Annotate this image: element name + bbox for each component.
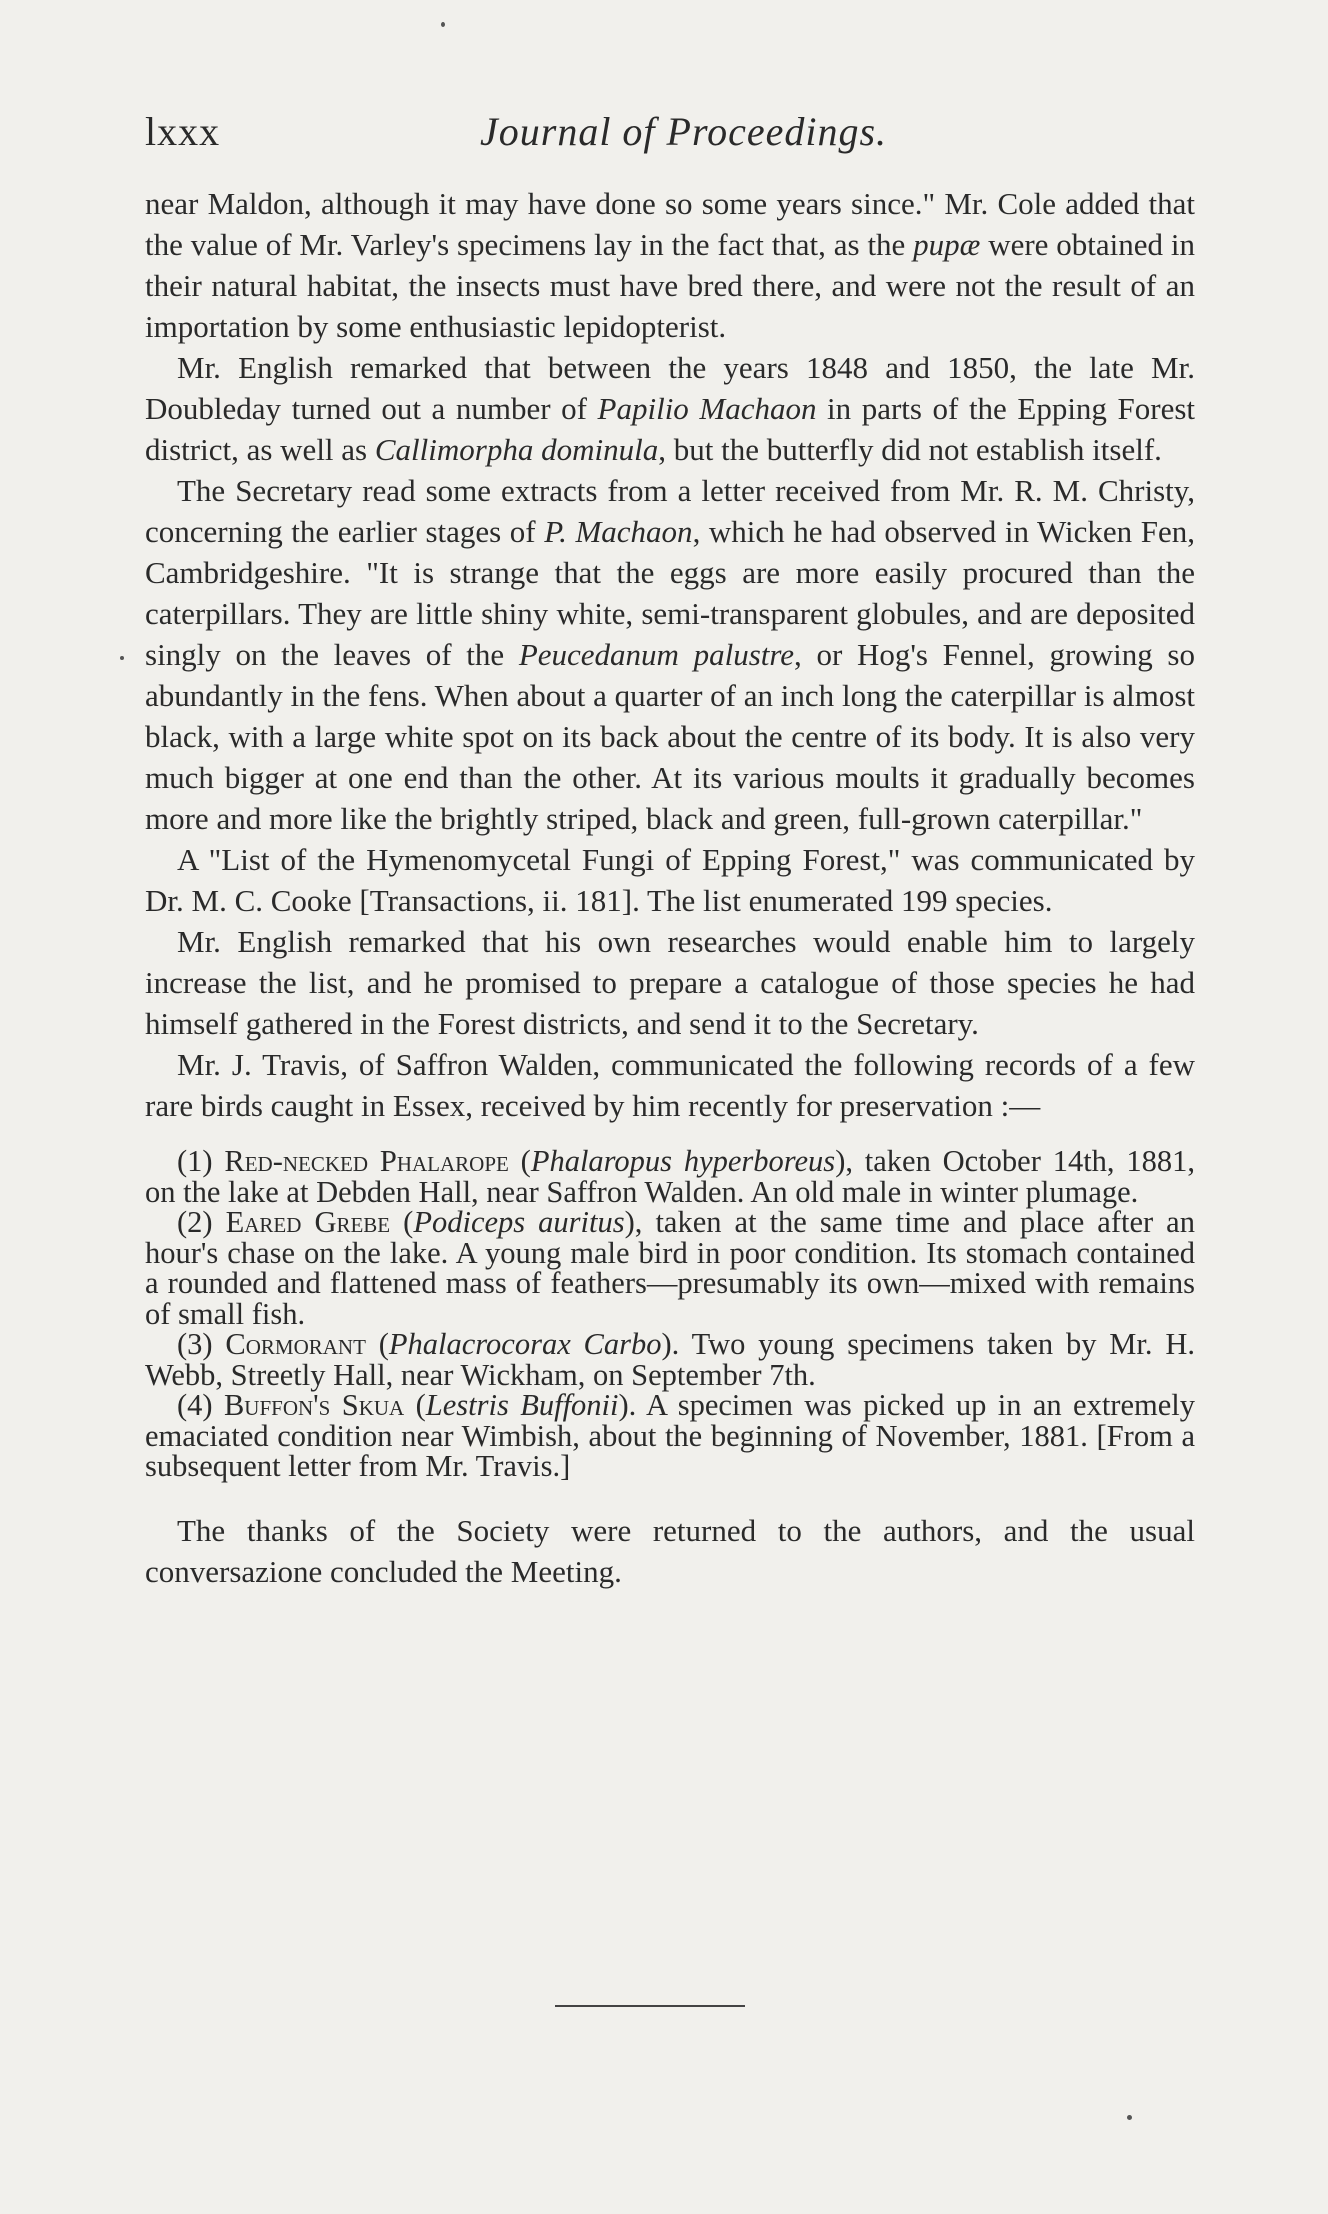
text-run: The thanks of the Society were returned to the authors, and the usual conversazione concluded the Meeting. — [145, 1512, 1195, 1589]
italic-term: Podiceps auritus — [413, 1205, 625, 1239]
italic-term: Phalaropus hyperboreus — [530, 1144, 836, 1178]
italic-term: Phalacrocorax Carbo — [388, 1327, 662, 1361]
book-page — [145, 0, 1195, 2214]
text-run: (1) — [177, 1144, 225, 1178]
page-number: lxxx — [145, 109, 221, 154]
italic-term: P. Machaon — [544, 514, 693, 549]
paragraph — [145, 470, 1195, 839]
bird-record — [145, 1329, 1195, 1390]
text-run: ( — [404, 1388, 426, 1422]
species-name: Red-necked Phalarope — [224, 1144, 509, 1178]
text-run: (4) — [177, 1388, 224, 1422]
closing-paragraph-block — [145, 1510, 1195, 1592]
text-run: , which he had observed in Wicken Fen, Cambridgeshire. "It is strange that the eggs are more easily procured than the caterpillars. They are little shiny white, semi-transparent globules, and are deposited singly on the leaves of the — [145, 514, 1195, 672]
text-run: (3) — [177, 1327, 226, 1361]
text-run: Mr. J. Travis, of Saffron Walden, communicated the following records of a few rare birds caught in Essex, received by him recently for preservation :— — [145, 1047, 1195, 1123]
text-run: ). Two young specimens taken by Mr. H. Webb, Streetly Hall, near Wickham, on September 7th. — [145, 1327, 1195, 1392]
paragraph — [145, 921, 1195, 1044]
closing-paragraph — [145, 1510, 1195, 1592]
text-run: near Maldon, although it may have done so some years since." Mr. Cole added that the value of Mr. Varley's specimens lay in the fact that, as the — [145, 186, 1195, 262]
species-name: Buffon's Skua — [223, 1388, 405, 1422]
text-run: were obtained in their natural habitat, the insects must have bred there, and were not the result of an importation by some enthusiastic lepidopterist. — [145, 227, 1195, 344]
end-rule — [555, 2005, 745, 2007]
text-run: , but the butterfly did not establish itself. — [658, 432, 1162, 467]
italic-term: Peucedanum palustre — [518, 637, 795, 672]
italic-term: Papilio Machaon — [597, 391, 817, 426]
italic-term: pupæ — [913, 227, 981, 262]
text-run: ( — [390, 1205, 414, 1239]
print-speck — [1127, 2115, 1132, 2120]
text-run: (2) — [177, 1205, 226, 1239]
text-run: A "List of the Hymenomycetal Fungi of Epping Forest," was communicated by Dr. M. C. Cooke [Transactions, ii. 181]. The list enumerated 199 species. — [145, 842, 1195, 918]
species-name: Cormorant — [225, 1327, 366, 1361]
bird-record — [145, 1390, 1195, 1482]
text-run: ), taken October 14th, 1881, on the lake at Debden Hall, near Saffron Walden. An old male in winter plumage. — [145, 1144, 1195, 1209]
paragraph — [145, 183, 1195, 347]
paragraph — [145, 347, 1195, 470]
proceedings-paragraphs — [145, 183, 1195, 1126]
bird-records-list — [145, 1146, 1195, 1482]
text-run: , or Hog's Fennel, growing so abundantly in the fens. When about a quarter of an inch long the caterpillar is almost black, with a large white spot on its back about the centre of its body. It is also very much bigger at one end than the other. At its various moults it gradually becomes more and more like the brightly striped, black and green, full-grown caterpillar." — [145, 637, 1195, 836]
text-run: The Secretary read some extracts from a letter received from Mr. R. M. Christy, concerning the earlier stages of — [145, 473, 1195, 549]
italic-term: Lestris Buffonii — [425, 1388, 619, 1422]
species-name: Eared Grebe — [225, 1205, 391, 1239]
body-text — [145, 183, 1195, 1592]
text-run: Mr. English remarked that between the years 1848 and 1850, the late Mr. Doubleday turned out a number of — [145, 350, 1195, 426]
text-run: ), taken at the same time and place after an hour's chase on the lake. A young male bird in poor condition. Its stomach contained a rounded and flattened mass of feathers—presumably its own—mixed with remains of small fish. — [145, 1205, 1195, 1331]
bird-record — [145, 1207, 1195, 1329]
italic-term: Callimorpha dominula — [374, 432, 659, 467]
running-head — [145, 108, 1195, 158]
paragraph — [145, 839, 1195, 921]
text-run: Mr. English remarked that his own researches would enable him to largely increase the list, and he promised to prepare a catalogue of those species he had himself gathered in the Forest districts, and send it to the Secretary. — [145, 924, 1195, 1041]
bird-record — [145, 1146, 1195, 1207]
text-run: in parts of the Epping Forest district, as well as — [145, 391, 1196, 467]
paragraph — [145, 1044, 1195, 1126]
text-run: ( — [365, 1327, 389, 1361]
print-speck — [441, 22, 445, 27]
text-run: ). A specimen was picked up in an extremely emaciated condition near Wimbish, about the beginning of November, 1881. [From a subsequent letter from Mr. Travis.] — [145, 1388, 1195, 1483]
text-run: ( — [508, 1144, 531, 1178]
print-speck — [120, 656, 124, 660]
running-title: Journal of Proceedings. — [480, 109, 888, 154]
